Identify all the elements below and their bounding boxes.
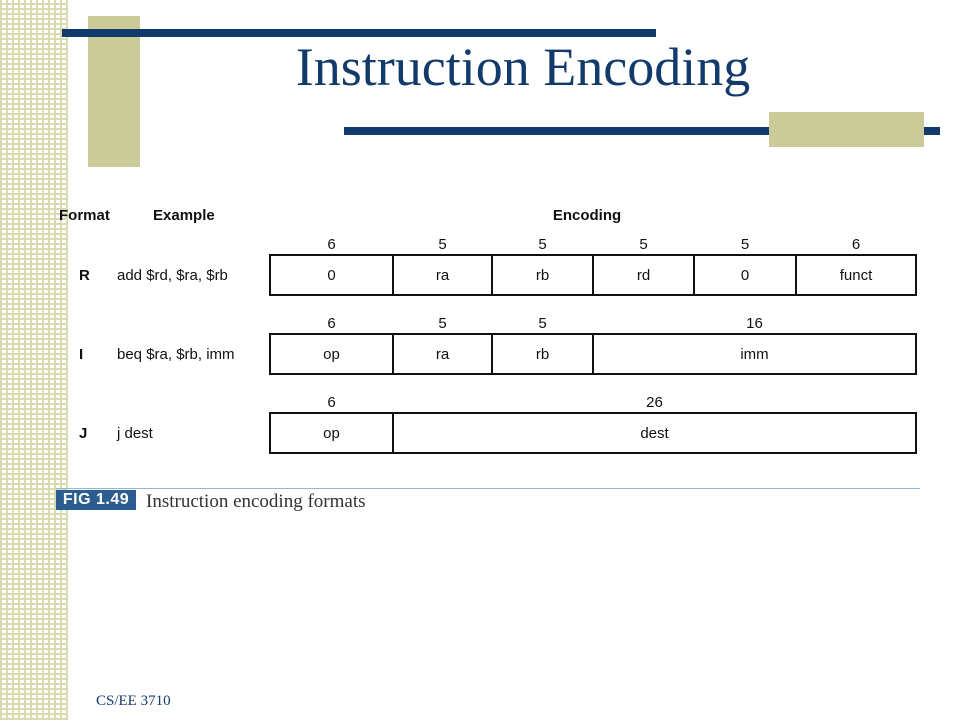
field-label: 0 <box>327 267 336 284</box>
field-bit-width: 6 <box>327 236 336 253</box>
figure-badge: FIG 1.49 <box>56 490 136 510</box>
row-example: beq $ra, $rb, imm <box>117 346 235 363</box>
footer-course-label: CS/EE 3710 <box>96 693 171 709</box>
encoding-row-r <box>79 236 916 295</box>
header-example: Example <box>153 207 215 224</box>
row-format-label: I <box>79 346 84 363</box>
row-example: j dest <box>117 425 153 442</box>
field-label: rb <box>535 267 550 284</box>
row-format-label: R <box>79 267 90 284</box>
field-bit-width: 6 <box>327 394 336 411</box>
row-format-label: J <box>79 425 88 442</box>
field-label: rb <box>535 346 550 363</box>
encoding-row-i <box>79 315 916 374</box>
header-encoding: Encoding <box>552 207 622 224</box>
field-label: ra <box>435 267 450 284</box>
encoding-rows <box>79 236 916 453</box>
header-format: Format <box>59 207 110 224</box>
field-bit-width: 26 <box>646 394 663 411</box>
field-label: rd <box>636 267 651 284</box>
field-bit-width: 6 <box>851 236 861 253</box>
encoding-row-j <box>79 394 916 453</box>
field-label: 0 <box>740 267 750 284</box>
field-bit-width: 5 <box>438 236 447 253</box>
field-bit-width: 5 <box>639 236 648 253</box>
field-bit-width: 5 <box>740 236 750 253</box>
field-bit-width: 5 <box>538 315 547 332</box>
field-bit-width: 5 <box>538 236 547 253</box>
row-example: add $rd, $ra, $rb <box>117 267 228 284</box>
field-label: imm <box>740 346 769 363</box>
caption-rule <box>56 488 920 489</box>
field-label: ra <box>435 346 450 363</box>
field-label: dest <box>640 425 669 442</box>
field-label: op <box>323 346 340 363</box>
field-box <box>270 413 916 453</box>
field-bit-width: 6 <box>327 315 336 332</box>
figure-caption: Instruction encoding formats <box>146 491 366 512</box>
page-title: Instruction Encoding <box>295 37 751 97</box>
field-bit-width: 5 <box>438 315 447 332</box>
field-bit-width: 16 <box>746 315 763 332</box>
field-label: op <box>323 425 340 442</box>
field-label: funct <box>839 267 873 284</box>
